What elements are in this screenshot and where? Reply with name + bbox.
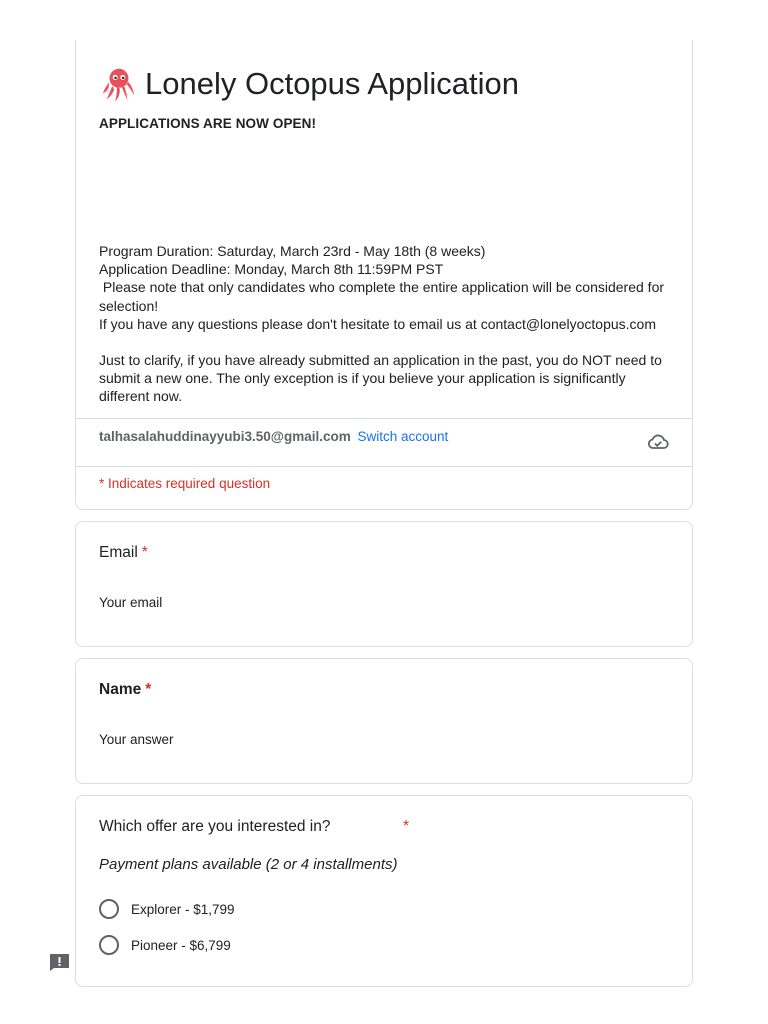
radio-option-pioneer[interactable]	[99, 935, 231, 955]
radio-button[interactable]	[99, 899, 119, 919]
question-help-text: Payment plans available (2 or 4 installments)	[99, 856, 398, 873]
question-title: Which offer are you interested in?	[99, 818, 331, 835]
form-description	[99, 242, 674, 406]
complete-note-text: Please note that only candidates who complete the entire application will be considered for selection!	[99, 279, 668, 314]
divider	[76, 418, 692, 419]
deadline-text: Application Deadline: Monday, March 8th 11:59PM PST	[99, 261, 444, 278]
switch-account-link[interactable]: Switch account	[357, 429, 449, 444]
question-offer	[75, 795, 693, 987]
form-title-text: Lonely Octopus Application	[145, 66, 519, 101]
question-name	[75, 658, 693, 784]
form-header-card	[75, 40, 693, 510]
cloud-saved-icon	[646, 430, 670, 454]
radio-option-label: Pioneer - $6,799	[131, 937, 231, 953]
report-feedback-icon[interactable]	[49, 953, 70, 972]
required-star: *	[403, 818, 410, 835]
clarify-text: Just to clarify, if you have already submitted an application in the past, you do NOT need to submit a new one. The only exception is if you believe your application is significantly different now.	[99, 352, 662, 405]
question-title-text: Email	[99, 544, 138, 561]
account-email: talhasalahuddinayyubi3.50@gmail.com	[99, 429, 351, 444]
form-title	[99, 64, 519, 104]
radio-button[interactable]	[99, 935, 119, 955]
required-star: *	[141, 544, 148, 561]
octopus-icon	[99, 65, 137, 103]
name-input[interactable]: Your answer	[99, 732, 174, 747]
question-email	[75, 521, 693, 647]
spacer	[99, 333, 674, 351]
required-question-note: * Indicates required question	[99, 476, 271, 491]
radio-option-label: Explorer - $1,799	[131, 901, 235, 917]
account-row	[99, 429, 448, 444]
divider	[76, 466, 692, 467]
radio-option-explorer[interactable]	[99, 899, 235, 919]
program-duration-text: Program Duration: Saturday, March 23rd - May 18th (8 weeks)	[99, 243, 486, 259]
required-star: *	[145, 681, 152, 698]
question-title-text: Name	[99, 681, 142, 698]
contact-text: If you have any questions please don't hesitate to email us at contact@lonelyoctopus.com	[99, 315, 656, 332]
applications-open-banner: APPLICATIONS ARE NOW OPEN!	[99, 116, 317, 131]
question-title	[99, 544, 148, 562]
question-title	[99, 681, 151, 699]
email-input[interactable]: Your email	[99, 595, 163, 610]
